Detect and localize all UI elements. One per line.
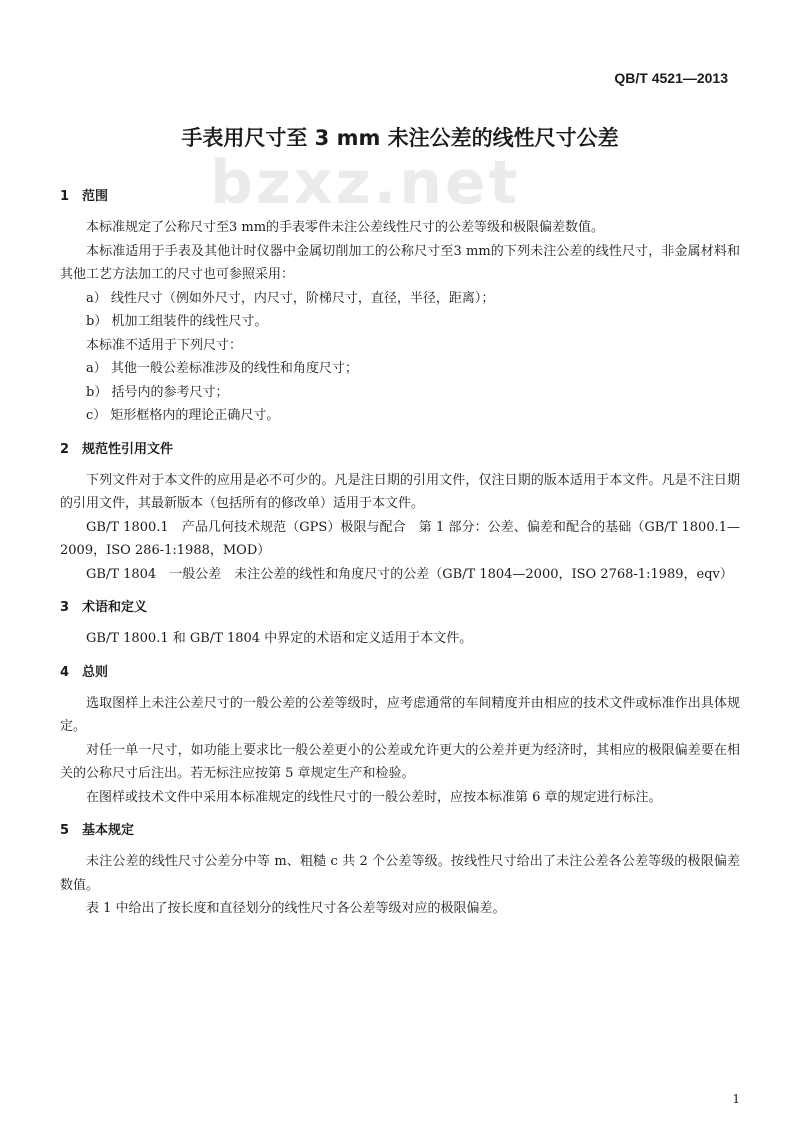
list-item: a） 线性尺寸（例如外尺寸，内尺寸，阶梯尺寸，直径，半径，距离）； (86, 290, 495, 306)
section-scope (60, 185, 740, 428)
document-title: 手表用尺寸至 3 mm 未注公差的线性尺寸公差 (181, 126, 619, 150)
section-general (60, 661, 740, 810)
list-item: b） 机加工组装件的线性尺寸。 (86, 314, 268, 329)
section-heading (60, 661, 740, 680)
section-terms-definitions (60, 596, 740, 651)
paragraph: 在图样或技术文件中采用本标准规定的线性尺寸的一般公差时，应按本标准第 6 章的规定进行标注。 (86, 789, 662, 805)
section-title: 总则 (82, 664, 109, 680)
section-heading (60, 185, 740, 204)
section-number: 4 (60, 664, 70, 680)
paragraph: 表 1 中给出了按长度和直径划分的线性尺寸各公差等级对应的极限偏差。 (86, 901, 506, 916)
section-heading (60, 819, 740, 838)
paragraph: 本标准规定了公称尺寸至3 mm的手表零件未注公差线性尺寸的公差等级和极限偏差数值。 (86, 220, 605, 235)
paragraph: 本标准适用于手表及其他计时仪器中金属切削加工的公称尺寸至3 mm的下列未注公差的线性尺寸，非金属材料和其他工艺方法加工的尺寸也可参照采用： (60, 243, 740, 282)
reference-entry: GB/T 1800.1 产品几何技术规范（GPS）极限与配合 第 1 部分：公差、偏差和配合的基础（GB/T 1800.1—2009，ISO 286-1:1988，MOD） (60, 519, 740, 558)
reference-entry: GB/T 1804 一般公差 未注公差的线性和角度尺寸的公差（GB/T 1804—2000，ISO 2768-1:1989，eqv） (86, 566, 733, 582)
section-number: 1 (60, 189, 70, 204)
watermark: bzxz.net (210, 148, 521, 218)
section-heading (60, 596, 740, 615)
section-number: 2 (60, 441, 70, 457)
list-item: a） 其他一般公差标准涉及的线性和角度尺寸； (86, 361, 358, 376)
section-title: 范围 (82, 189, 109, 204)
paragraph: 对任一单一尺寸，如功能上要求比一般公差更小的公差或允许更大的公差并更为经济时，其相应的极限偏差要在相关的公称尺寸后注出。若无标注应按第 5 章规定生产和检验。 (60, 742, 740, 781)
section-basic-provisions (60, 819, 740, 921)
paragraph: 未注公差的线性尺寸公差分中等 m、粗糙 c 共 2 个公差等级。按线性尺寸给出了未注公差各公差等级的极限偏差数值。 (60, 854, 740, 893)
paragraph: 本标准不适用于下列尺寸： (86, 337, 243, 353)
paragraph: 选取图样上未注公差尺寸的一般公差的公差等级时，应考虑通常的车间精度并由相应的技术文件或标准作出具体规定。 (60, 695, 740, 734)
standard-code: QB/T 4521—2013 (614, 70, 728, 86)
page-number: 1 (732, 1092, 740, 1106)
list-item: c） 矩形框格内的理论正确尺寸。 (86, 408, 280, 423)
paragraph: GB/T 1800.1 和 GB/T 1804 中界定的术语和定义适用于本文件。 (86, 631, 473, 646)
list-item: b） 括号内的参考尺寸； (86, 384, 229, 400)
document-body (60, 185, 740, 931)
section-number: 3 (60, 600, 70, 615)
section-title: 规范性引用文件 (82, 441, 174, 457)
section-normative-references (60, 438, 740, 587)
paragraph: 下列文件对于本文件的应用是必不可少的。凡是注日期的引用文件，仅注日期的版本适用于本文件。凡是不注日期的引用文件，其最新版本（包括所有的修改单）适用于本文件。 (60, 472, 740, 511)
section-title: 基本规定 (82, 823, 135, 838)
section-heading (60, 438, 740, 457)
section-title: 术语和定义 (82, 600, 148, 615)
section-number: 5 (60, 823, 70, 838)
